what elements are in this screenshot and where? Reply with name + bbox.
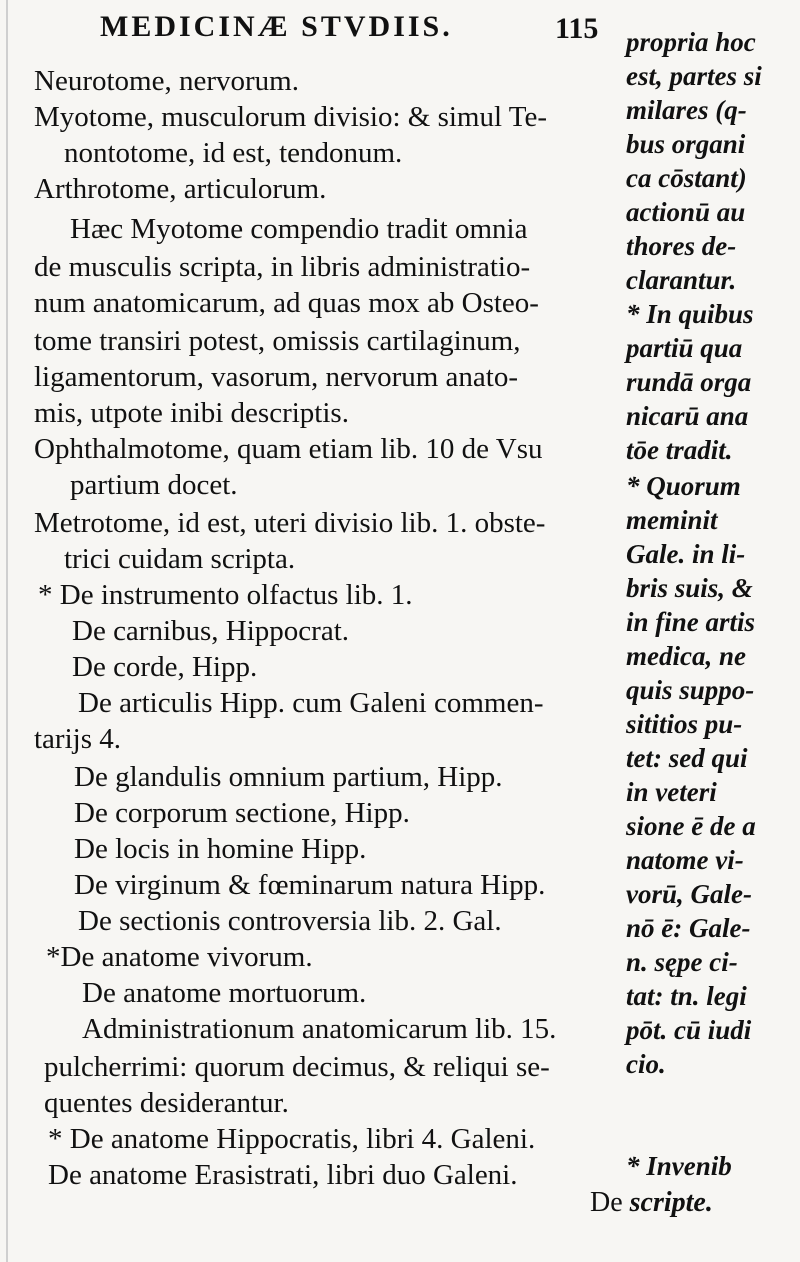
text-line: Metrotome, id est, uteri divisio lib. 1. obste- xyxy=(34,507,546,539)
text-line: De glandulis omnium partium, Hipp. xyxy=(74,761,503,793)
text-line: de musculis scripta, in libris administratio- xyxy=(34,251,531,283)
text-line: Myotome, musculorum divisio: & simul Te- xyxy=(34,101,547,133)
margin-line: in veteri xyxy=(626,777,717,807)
text-line: ligamentorum, vasorum, nervorum anato- xyxy=(34,361,519,393)
text-line: partium docet. xyxy=(70,469,238,501)
margin-line: tat: tn. legi xyxy=(626,981,747,1011)
text-line: tome transiri potest, omissis cartilaginum, xyxy=(34,325,521,357)
margin-line: est, partes si xyxy=(626,61,762,91)
catchword-margin-end: scripte. xyxy=(629,1187,713,1218)
running-header: MEDICINÆ STVDIIS. xyxy=(100,10,453,43)
margin-line: sititios pu- xyxy=(626,709,743,739)
margin-line: n. sępe ci- xyxy=(626,947,738,977)
text-line: De virginum & fœminarum natura Hipp. xyxy=(74,869,546,901)
text-line: De articulis Hipp. cum Galeni commen- xyxy=(78,687,544,719)
margin-line: medica, ne xyxy=(626,641,746,671)
margin-line: actionū au xyxy=(626,197,746,227)
text-line: Arthrotome, articulorum. xyxy=(34,173,327,205)
text-line: mis, utpote inibi descriptis. xyxy=(34,397,349,429)
text-line: De sectionis controversia lib. 2. Gal. xyxy=(78,905,502,937)
text-line: tarijs 4. xyxy=(34,723,121,755)
text-line: * De anatome Hippocratis, libri 4. Galeni. xyxy=(48,1123,536,1155)
text-line: *De anatome vivorum. xyxy=(46,941,313,973)
margin-line: tōe tradit. xyxy=(626,435,733,465)
text-line: De anatome Erasistrati, libri duo Galeni. xyxy=(48,1159,518,1191)
margin-line: bus organi xyxy=(626,129,746,159)
text-line: quentes desiderantur. xyxy=(44,1087,289,1119)
text-line: De anatome mortuorum. xyxy=(82,977,367,1009)
margin-line: quis suppo- xyxy=(626,675,755,705)
text-line: pulcherrimi: quorum decimus, & reliqui se- xyxy=(44,1051,550,1083)
margin-line: nō ē: Gale- xyxy=(626,913,751,943)
text-line: De corporum sectione, Hipp. xyxy=(74,797,410,829)
text-line: trici cuidam scripta. xyxy=(64,543,296,575)
text-line: * De instrumento olfactus lib. 1. xyxy=(38,579,413,611)
margin-line: nicarū ana xyxy=(626,401,749,431)
margin-line: * Invenib xyxy=(626,1151,732,1181)
text-line: Administrationum anatomicarum lib. 15. xyxy=(82,1013,557,1045)
margin-line: milares (q- xyxy=(626,95,747,125)
margin-line: tet: sed qui xyxy=(626,743,748,773)
page-edge xyxy=(6,0,8,1262)
margin-line: partiū qua xyxy=(626,333,743,363)
text-line: num anatomicarum, ad quas mox ab Osteo- xyxy=(34,287,539,319)
margin-line: sione ē de a xyxy=(626,811,756,841)
margin-line: meminit xyxy=(626,505,718,535)
page-number: 115 xyxy=(555,12,599,45)
margin-line: pōt. cū iudi xyxy=(626,1015,752,1045)
margin-line: propria hoc xyxy=(626,27,756,57)
margin-line: bris suis, & xyxy=(626,573,753,603)
margin-line: * Quorum xyxy=(626,471,741,501)
margin-line: vorū, Gale- xyxy=(626,879,752,909)
text-line: De carnibus, Hippocrat. xyxy=(72,615,350,647)
margin-line: * In quibus xyxy=(626,299,754,329)
margin-line: rundā orga xyxy=(626,367,752,397)
text-line: De corde, Hipp. xyxy=(72,651,258,683)
margin-line: natome vi- xyxy=(626,845,744,875)
margin-line: cio. xyxy=(626,1049,666,1079)
margin-line: Gale. in li- xyxy=(626,539,746,569)
text-line: Neurotome, nervorum. xyxy=(34,65,299,97)
margin-line: clarantur. xyxy=(626,265,737,295)
margin-line: in fine artis xyxy=(626,607,756,637)
text-line: Ophthalmotome, quam etiam lib. 10 de Vsu xyxy=(34,433,543,465)
text-line: De locis in homine Hipp. xyxy=(74,833,367,865)
catchword xyxy=(590,1186,713,1220)
catchword-word: De xyxy=(590,1187,623,1218)
text-line: nontotome, id est, tendonum. xyxy=(64,137,403,169)
margin-line: thores de- xyxy=(626,231,737,261)
text-line: Hæc Myotome compendio tradit omnia xyxy=(70,213,528,245)
margin-line: ca cōstant) xyxy=(626,163,747,193)
